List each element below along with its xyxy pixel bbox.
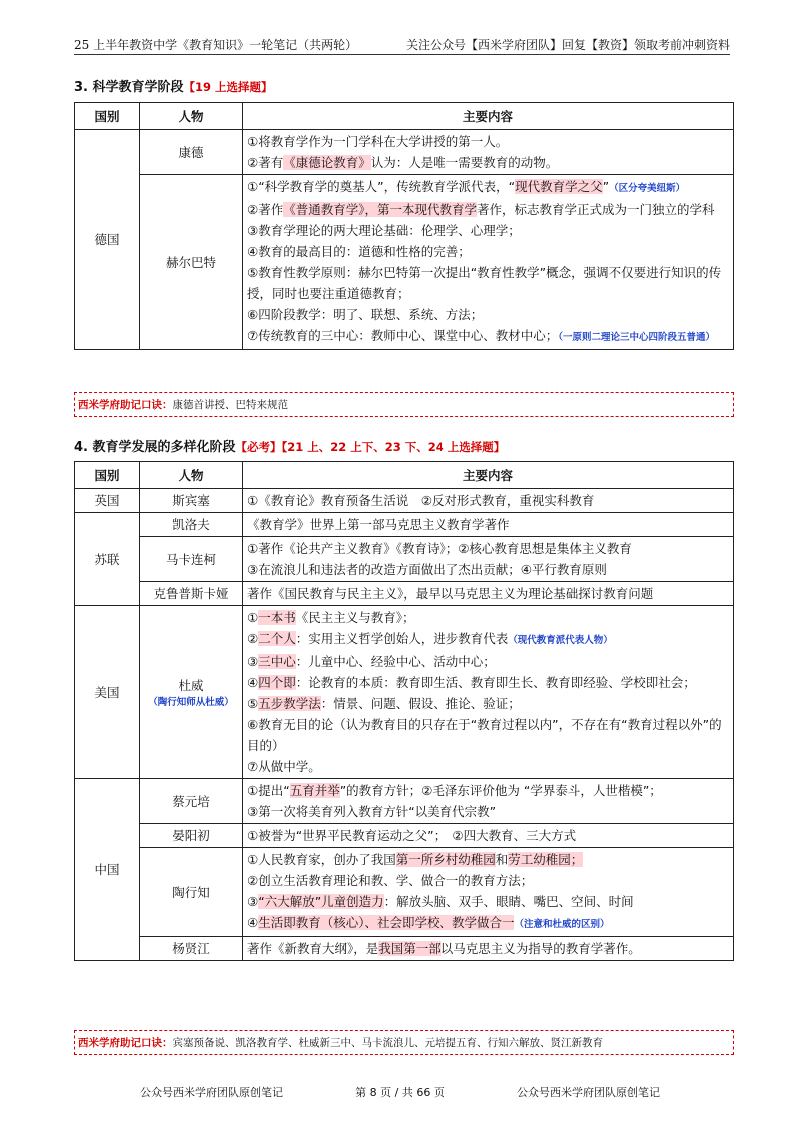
table-header-row <box>75 103 734 130</box>
page-footer <box>140 1084 660 1100</box>
table-row: 克鲁普斯卡娅 著作《国民教育与民主主义》，最早以马克思主义为理论基础探讨教育问题 <box>75 582 734 606</box>
person-herbart: 赫尔巴特 <box>140 175 243 350</box>
section-3-title: 3. 科学教育学阶段【19 上选择题】 <box>74 80 273 95</box>
table-row: 英国 斯宾塞 ①《教育论》教育预备生活说 ②反对形式教育，重视实科教育 <box>75 489 734 513</box>
page-header <box>74 36 730 55</box>
table-row: 陶行知 ①人民教育家，创办了我国第一所乡村幼稚园和劳工幼稚园； ②创立生活教育理论和教、学、做合一的教育方法； ③“六大解放”儿童创造力：解放头脑、双手、眼睛、嘴巴、空间、时间 ④生活即教育（核心）、社会即学校、教学做合一（注意和杜威的区别） <box>75 848 734 937</box>
diversified-pedagogy-table <box>74 461 734 961</box>
section-4-title: 4. 教育学发展的多样化阶段【必考】【21 上、22 上下、23 下、24 上选择题】 <box>74 440 506 455</box>
col-country: 国别 <box>75 103 140 130</box>
kant-content: ①将教育学作为一门学科在大学讲授的第一人。 ②著有《康德论教育》认为：人是唯一需要教育的动物。 <box>243 130 734 175</box>
mnemonic-2: 西米学府助记口诀：宾塞预备说、凯洛教育学、杜威新三中、马卡流浪儿、元培提五育、行知六解放、贤江新教育 <box>74 1030 734 1055</box>
table-row: 杨贤江 著作《新教育大纲》，是我国第一部以马克思主义为指导的教育学著作。 <box>75 937 734 961</box>
table-row: 马卡连柯 ①著作《论共产主义教育》《教育诗》；②核心教育思想是集体主义教育 ③在流浪儿和违法者的改造方面做出了杰出贡献；④平行教育原则 <box>75 537 734 582</box>
col-person: 人物 <box>140 103 243 130</box>
dewey-content: ①一本书《民主主义与教育》； ②二个人：实用主义哲学创始人，进步教育代表（现代教育派代表人物） ③三中心：儿童中心、经验中心、活动中心； ④四个即：论教育的本质：教育即生活、教育即生长、教育即经验、学校即社会； ⑤五步教学法：情景、问题、假设、推论、验证； ⑥教育无目的论（认为教育目的只存在于“教育过程以内”，不存在有“教育过程以外”的目的） ⑦从做中学。 <box>243 606 734 779</box>
table-row: 晏阳初 ①被誉为“世界平民教育运动之父”； ②四大教育、三大方式 <box>75 824 734 848</box>
country-germany: 德国 <box>75 130 140 350</box>
science-pedagogy-table <box>74 102 734 350</box>
header-left: 25 上半年教资中学《教育知识》一轮笔记（共两轮） <box>74 38 358 52</box>
person-kant: 康德 <box>140 130 243 175</box>
table-row: 中国 蔡元培 ①提出“五育并举”的教育方针；②毛泽东评价他为 “学界泰斗，人世楷模”； ③第一次将美育列入教育方针“以美育代宗教” <box>75 779 734 824</box>
table-row <box>75 130 734 175</box>
col-content: 主要内容 <box>243 103 734 130</box>
person-dewey: 杜威 （陶行知师从杜威） <box>140 606 243 779</box>
herbart-content: ①“科学教育学的奠基人”，传统教育学派代表，“现代教育学之父”（区分夸美纽斯） ②著作《普通教育学》，第一本现代教育学著作，标志教育学正式成为一门独立的学科 ③教育学理论的两大理论基础：伦理学、心理学； ④教育的最高目的：道德和性格的完善； ⑤教育性教学原则：赫尔巴特第一次提出“教育性教学”概念，强调不仅要进行知识的传授，同时也要注重道德教育； ⑥四阶段教学：明了、联想、系统、方法； ⑦传统教育的三中心：教师中心、课堂中心、教材中心；（一原则二理论三中心四阶段五普通） <box>243 175 734 350</box>
table-row: 苏联 凯洛夫 《教育学》世界上第一部马克思主义教育学著作 <box>75 513 734 537</box>
header-right: 关注公众号【西米学府团队】回复【教资】领取考前冲刺资料 <box>405 38 730 52</box>
footer-right: 公众号西米学府团队原创笔记 <box>517 1086 660 1099</box>
table-row: 美国 杜威 （陶行知师从杜威） ①一本书《民主主义与教育》； ②二个人：实用主义哲学创始人，进步教育代表（现代教育派代表人物） ③三中心：儿童中心、经验中心、活动中心； ④四个即：论教育的本质：教育即生活、教育即生长、教育即经验、学校即社会； ⑤五步教学法：情景、问题、假设、推论、验证； ⑥教育无目的论（认为教育目的只存在于“教育过程以内”，不存在有“教育过程以外”的目的） ⑦从做中学。 <box>75 606 734 779</box>
table-header-row: 国别 人物 主要内容 <box>75 462 734 489</box>
mnemonic-1: 西米学府助记口诀：康德首讲授、巴特来规范 <box>74 392 734 417</box>
table-row <box>75 175 734 350</box>
footer-left: 公众号西米学府团队原创笔记 <box>140 1086 283 1099</box>
page-number: 第 8 页 / 共 66 页 <box>355 1086 445 1099</box>
